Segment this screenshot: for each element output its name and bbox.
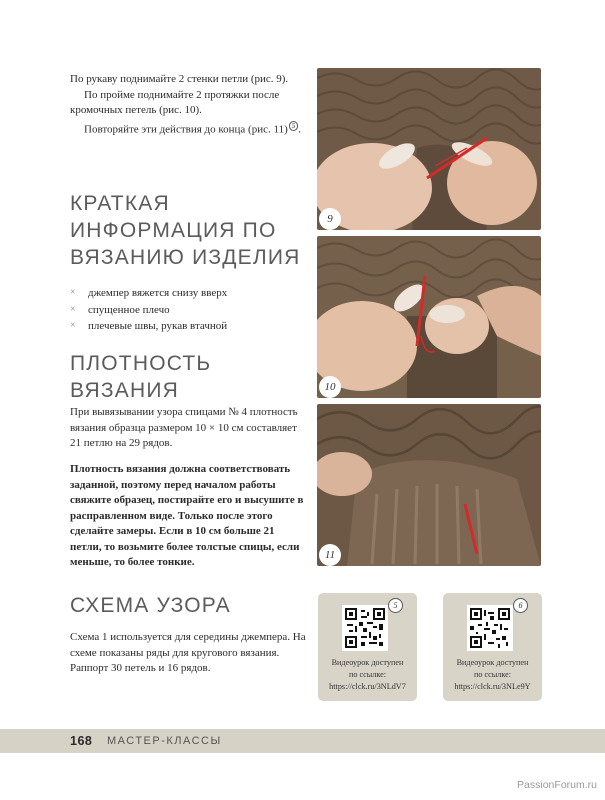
video-ref-badge: 5 xyxy=(289,121,299,131)
heading-brief-info: КРАТКАЯ ИНФОРМАЦИЯ ПО ВЯЗАНИЮ ИЗДЕЛИЯ xyxy=(70,192,301,269)
video-lesson-card[interactable] xyxy=(443,593,542,701)
page-number: 168 xyxy=(70,734,93,748)
qr-caption-line1: Видеоурок доступен xyxy=(331,658,404,667)
photo-figure-10 xyxy=(317,236,541,398)
photo-figure-9 xyxy=(317,68,541,230)
intro-line-3-end: . xyxy=(298,123,301,136)
video-number-badge: 6 xyxy=(513,598,528,613)
bullet-mark-icon: × xyxy=(70,287,76,298)
density-note-bold: Плотность вязания должна соответствовать заданной, поэтому перед началом работы свяжите образец, постирайте его и высушите в расправленном виде. Только после этого сделайте замеры. Если в 10 см больше 21 петли, то возьмите более толстые спицы, если меньше, то более тонкие. xyxy=(70,463,304,568)
scheme-text: Схема 1 используется для середины джемпера. На схеме показаны ряды для кругового вязания. Раппорт 30 петель и 16 рядов. xyxy=(70,631,306,674)
knitting-photo-11 xyxy=(317,404,541,566)
qr-caption xyxy=(318,657,417,693)
section-title: МАСТЕР-КЛАССЫ xyxy=(107,735,222,747)
bullet-text: джемпер вяжется снизу вверх xyxy=(88,287,228,299)
figure-number: 10 xyxy=(319,376,341,398)
intro-line-2: По пройме поднимайте 2 протяжки после кромочных петель (рис. 10). xyxy=(70,88,280,116)
info-bullet-list xyxy=(70,285,227,335)
page-footer xyxy=(0,729,605,753)
qr-code-icon[interactable] xyxy=(467,605,513,651)
list-item xyxy=(70,285,227,302)
video-lesson-card[interactable] xyxy=(318,593,417,701)
intro-line-3-text: Повторяйте эти действия до конца (рис. 11) xyxy=(84,123,288,136)
bullet-text: плечевые швы, рукав втачной xyxy=(88,320,228,332)
intro-paragraph xyxy=(70,72,308,138)
figure-number: 9 xyxy=(319,208,341,230)
intro-line-3 xyxy=(70,119,308,138)
qr-code-icon[interactable] xyxy=(342,605,388,651)
qr-link[interactable]: https://clck.ru/3NLdV7 xyxy=(329,682,406,691)
intro-line-1: По рукаву поднимайте 2 стенки петли (рис. 9). xyxy=(70,73,289,85)
figure-number: 11 xyxy=(319,544,341,566)
bullet-mark-icon: × xyxy=(70,303,76,315)
qr-caption-line1: Видеоурок доступен xyxy=(456,658,529,667)
qr-caption-line2: по ссылке: xyxy=(348,670,387,679)
watermark: PassionForum.ru xyxy=(517,779,597,791)
knitting-photo-10 xyxy=(317,236,541,398)
heading-density: ПЛОТНОСТЬ ВЯЗАНИЯ xyxy=(70,352,212,402)
qr-link[interactable]: https://clck.ru/3NLe9Y xyxy=(454,682,531,691)
qr-caption-line2: по ссылке: xyxy=(473,670,512,679)
bullet-text: спущенное плечо xyxy=(88,303,170,316)
video-number-badge: 5 xyxy=(388,598,403,613)
heading-scheme: СХЕМА УЗОРА xyxy=(70,594,231,617)
list-item xyxy=(70,302,227,319)
photo-figure-11 xyxy=(317,404,541,566)
density-text: При вывязывании узора спицами № 4 плотность вязания образца размером 10 × 10 см составляет 21 петлю на 29 рядов. xyxy=(70,406,298,449)
list-item xyxy=(70,318,227,335)
qr-caption xyxy=(443,657,542,693)
bullet-mark-icon: × xyxy=(70,320,76,331)
knitting-photo-9 xyxy=(317,68,541,230)
